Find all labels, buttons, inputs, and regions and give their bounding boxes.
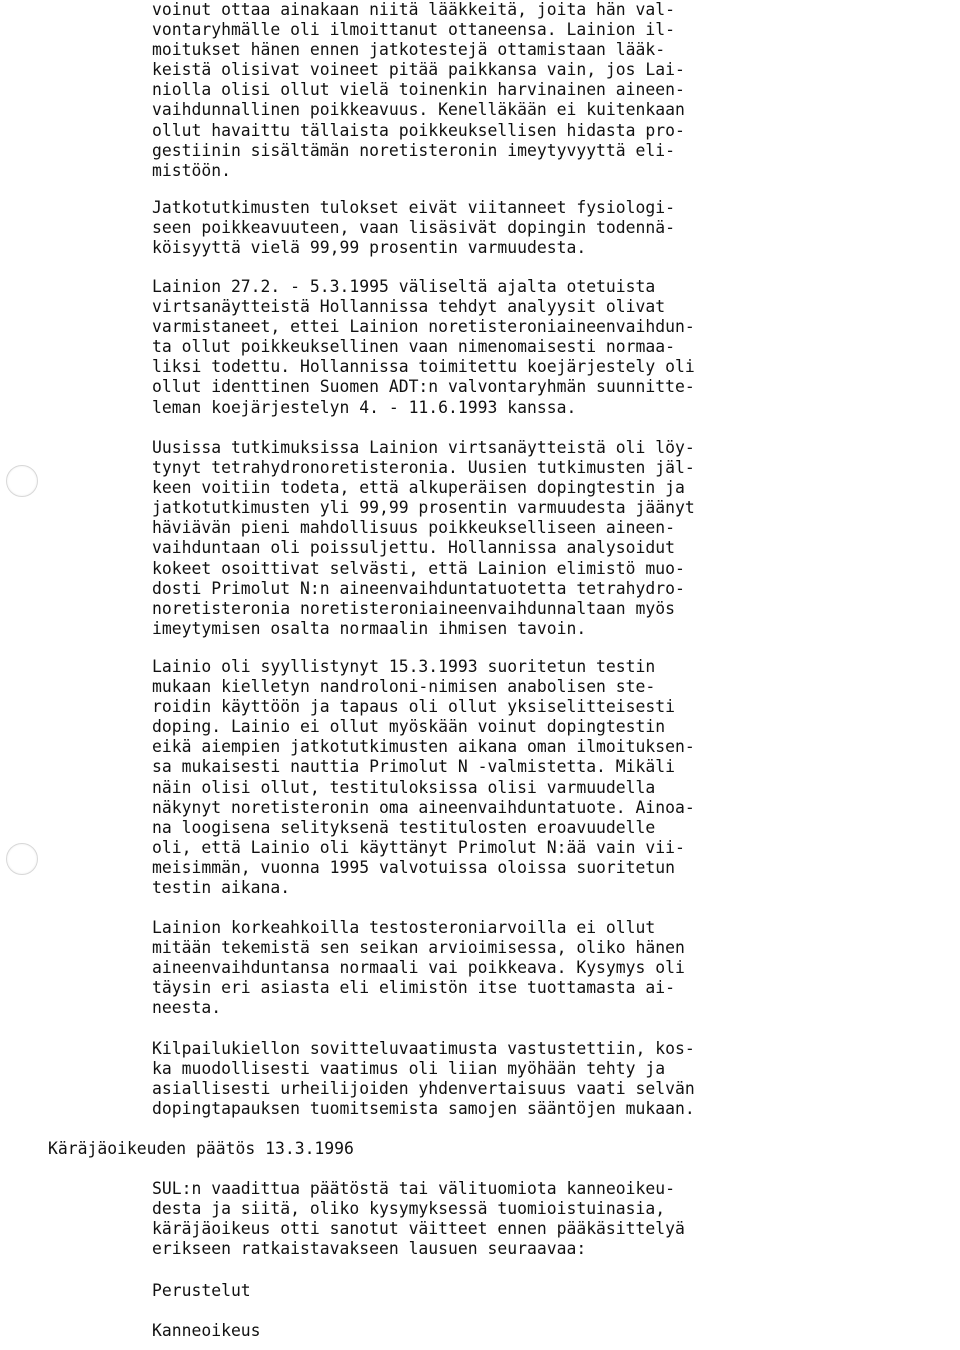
- text-line: gestiinin sisältämän noretisteronin imeytyvyyttä eli-: [152, 140, 676, 160]
- text-line: roidin käyttöön ja tapaus oli ollut yksiselitteisesti: [152, 697, 676, 717]
- text-line: seen poikkeavuuteen, vaan lisäsivät dopingin todennä-: [152, 218, 676, 238]
- text-line: doping. Lainio ei ollut myöskään voinut dopingtestin: [152, 717, 666, 737]
- text-line: ta ollut poikkeuksellinen vaan nimenomaisesti normaa-: [152, 337, 676, 357]
- text-line: näkynyt noretisteronin oma aineenvaihduntatuote. Ainoa-: [152, 797, 695, 817]
- text-line: köisyyttä vielä 99,99 prosentin varmuudesta.: [152, 238, 587, 258]
- text-line: mistöön.: [152, 160, 231, 180]
- text-line: moitukset hänen ennen jatkotestejä ottamistaan lääk-: [152, 40, 666, 60]
- text-line: na loogisena selityksenä testitulosten eroavuudelle: [152, 817, 656, 837]
- text-line: vaihduntaan oli poissuljettu. Hollannissa analysoidut: [152, 538, 676, 558]
- text-line: mitään tekemistä sen seikan arvioimisessa, oliko hänen: [152, 938, 685, 958]
- text-line: neesta.: [152, 998, 222, 1018]
- text-line: Lainio oli syyllistynyt 15.3.1993 suoritetun testin: [152, 657, 656, 676]
- paragraph-medication-claims: [152, 0, 812, 181]
- text-line: ollut havaittu tällaista poikkeuksellisen hidasta pro-: [152, 120, 685, 140]
- text-line: dosti Primolut N:n aineenvaihduntatuotetta tetrahydro-: [152, 578, 685, 598]
- paragraph-decision: [152, 1179, 812, 1259]
- section-heading: Käräjäoikeuden päätös 13.3.1996: [48, 1139, 354, 1158]
- subheading-kanneoikeus: [152, 1321, 812, 1341]
- text-line: leman koejärjestelyn 4. - 11.6.1993 kanssa.: [152, 397, 577, 417]
- subheading-text: Kanneoikeus: [152, 1321, 261, 1340]
- paragraph-new-studies: [152, 438, 812, 639]
- paragraph-mediation-claim: [152, 1039, 812, 1119]
- text-line: virtsanäytteistä Hollannissa tehdyt analyysit olivat: [152, 297, 666, 317]
- text-line: liksi todettu. Hollannissa toimitettu koejärjestely oli: [152, 357, 695, 377]
- text-line: SUL:n vaadittua päätöstä tai välituomiota kanneoikeu-: [152, 1179, 676, 1198]
- text-line: täysin eri asiasta eli elimistön itse tuottamasta ai-: [152, 978, 676, 998]
- text-line: jatkotutkimusten yli 99,99 prosentin varmuudesta jäänyt: [152, 498, 695, 518]
- text-line: keistä olisivat voineet pitää paikkansa vain, jos Lai-: [152, 60, 685, 80]
- paragraph-netherlands-analysis: [152, 277, 812, 418]
- paragraph-doping-conclusion: [152, 657, 812, 898]
- text-line: Lainion korkeahkoilla testosteroniarvoilla ei ollut: [152, 918, 656, 937]
- text-line: Kilpailukiellon sovitteluvaatimusta vastustettiin, kos-: [152, 1039, 695, 1058]
- text-line: eikä aiempien jatkotutkimusten aikana oman ilmoituksen-: [152, 737, 695, 757]
- text-line: keen voitiin todeta, että alkuperäisen dopingtestin ja: [152, 478, 685, 498]
- text-line: ollut identtinen Suomen ADT:n valvontaryhmän suunnitte-: [152, 377, 695, 397]
- text-line: ka muodollisesti vaatimus oli liian myöhään tehty ja: [152, 1059, 666, 1079]
- text-line: voinut ottaa ainakaan niitä lääkkeitä, joita hän val-: [152, 0, 676, 19]
- paragraph-testosterone-values: [152, 918, 812, 1018]
- text-line: Uusissa tutkimuksissa Lainion virtsanäytteistä oli löy-: [152, 438, 695, 457]
- paragraph-follow-up-results: [152, 198, 812, 258]
- text-line: noretisteronia noretisteroniaineenvaihdunnaltaan myös: [152, 598, 676, 618]
- text-line: asiallisesti urheilijoiden yhdenvertaisuus vaati selvän: [152, 1079, 695, 1099]
- punch-hole-top: [6, 465, 38, 497]
- text-line: varmistaneet, ettei Lainion noretisteroniaineenvaihdun-: [152, 317, 695, 337]
- text-line: desta ja siitä, oliko kysymyksessä tuomioistuinasia,: [152, 1199, 666, 1219]
- text-line: dopingtapauksen tuomitsemista samojen sääntöjen mukaan.: [152, 1099, 695, 1119]
- text-line: tynyt tetrahydronoretisteronia. Uusien tutkimusten jäl-: [152, 458, 695, 478]
- subheading-perustelut: [152, 1281, 812, 1301]
- text-line: niolla olisi ollut vielä toinenkin harvinainen aineen-: [152, 80, 685, 100]
- text-line: kokeet osoittivat selvästi, että Lainion elimistö muo-: [152, 558, 685, 578]
- text-line: sa mukaisesti nauttia Primolut N -valmistetta. Mikäli: [152, 757, 676, 777]
- text-line: näin olisi ollut, testituloksissa olisi varmuudella: [152, 777, 656, 797]
- text-line: testin aikana.: [152, 878, 291, 898]
- punch-hole-bottom: [6, 843, 38, 875]
- text-line: imeytymisen osalta normaalin ihmisen tavoin.: [152, 618, 587, 638]
- text-line: meisimmän, vuonna 1995 valvotuissa oloissa suoritetun: [152, 857, 676, 877]
- text-line: Lainion 27.2. - 5.3.1995 väliseltä ajalta otetuista: [152, 277, 656, 296]
- text-line: vaihdunnallinen poikkeavuus. Kenelläkään ei kuitenkaan: [152, 100, 685, 120]
- text-line: erikseen ratkaistavakseen lausuen seuraavaa:: [152, 1239, 587, 1259]
- text-line: oli, että Lainio oli käyttänyt Primolut N:ää vain vii-: [152, 837, 685, 857]
- text-line: käräjäoikeus otti sanotut väitteet ennen pääkäsittelyä: [152, 1219, 685, 1239]
- text-line: vontaryhmälle oli ilmoittanut ottaneensa. Lainion il-: [152, 20, 676, 40]
- text-line: mukaan kielletyn nandroloni-nimisen anabolisen ste-: [152, 677, 656, 697]
- subheading-text: Perustelut: [152, 1281, 251, 1300]
- text-line: aineenvaihduntansa normaali vai poikkeava. Kysymys oli: [152, 958, 685, 978]
- text-line: Jatkotutkimusten tulokset eivät viitanneet fysiologi-: [152, 198, 676, 217]
- text-line: häviävän pieni mahdollisuus poikkeukselliseen aineen-: [152, 518, 676, 538]
